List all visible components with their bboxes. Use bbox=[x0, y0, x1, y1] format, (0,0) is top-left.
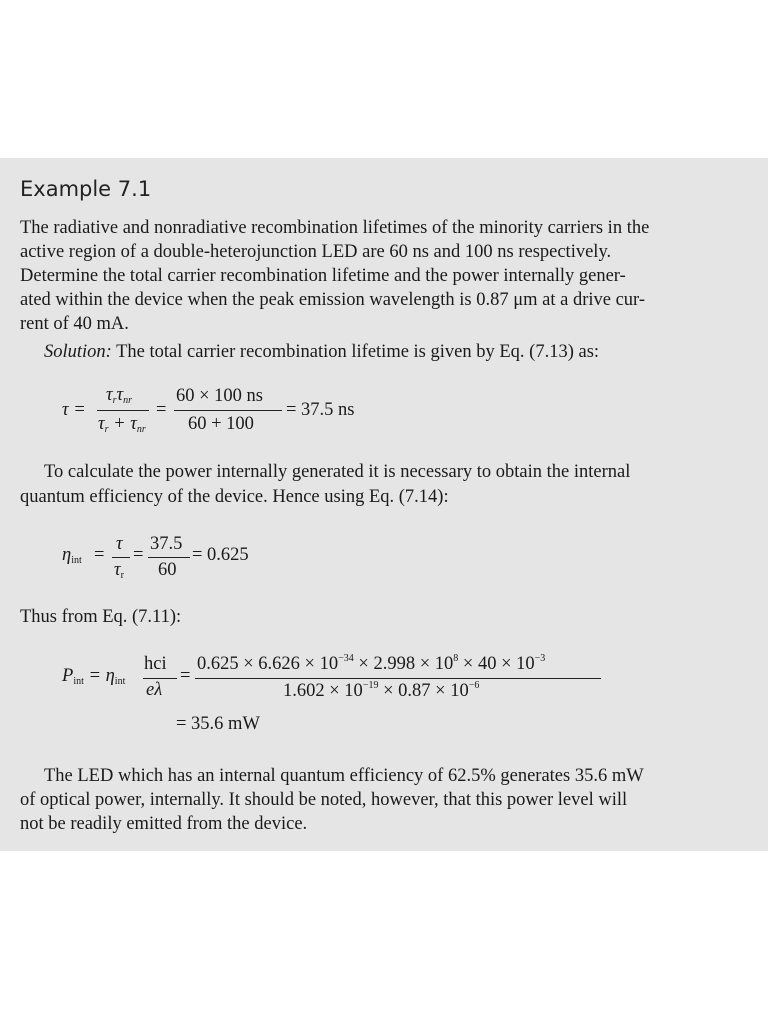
problem-line-3: Determine the total carrier recombination lifetime and the power internally gener- bbox=[20, 266, 626, 286]
eq3-frac1-bar bbox=[143, 678, 177, 679]
eq2-equals-2: = bbox=[133, 545, 144, 565]
problem-line-1: The radiative and nonradiative recombination lifetimes of the minority carriers in the bbox=[20, 218, 650, 238]
eq3-big-denominator: $1.602 \times 10^{-19} \times 0.87 \times 10^{-6}$ bbox=[283, 680, 480, 701]
problem-line-4: ated within the device when the peak emission wavelength is 0.87 μm at a drive cur- bbox=[20, 290, 645, 310]
eq1-frac2-bar bbox=[174, 410, 282, 411]
eq1-result: = 37.5 ns bbox=[286, 400, 355, 420]
eq3-big-bar bbox=[195, 678, 601, 679]
eq1-frac1-denominator: τr + τnr bbox=[98, 414, 146, 435]
eq3-lhs: Pint = ηint bbox=[62, 666, 126, 687]
eq2-equals-1: = bbox=[94, 545, 105, 565]
eq1-lhs: τ = bbox=[62, 400, 86, 420]
eq3-big-numerator: $0.625 \times 6.626 \times 10^{-34} \times 2.998 \times 10^8 \times 40 \times 10^{-3}$ bbox=[197, 653, 546, 674]
conclusion-line-3: not be readily emitted from the device. bbox=[20, 814, 308, 834]
eq3-frac1-denominator: eλ bbox=[146, 680, 163, 700]
eq3-frac1-numerator: hci bbox=[144, 654, 167, 674]
eq2-frac1-numerator: τ bbox=[116, 534, 123, 554]
solution-text: The total carrier recombination lifetime is given by Eq. (7.13) as: bbox=[111, 342, 600, 362]
problem-line-2: active region of a double-heterojunction LED are 60 ns and 100 ns respectively. bbox=[20, 242, 612, 262]
eq2-lhs: ηint bbox=[62, 545, 82, 566]
eq1-equals: = bbox=[156, 400, 167, 420]
solution-label: Solution: bbox=[44, 342, 112, 362]
eq1-frac1-bar bbox=[97, 410, 149, 411]
para2-line-1: To calculate the power internally generated it is necessary to obtain the internal bbox=[44, 462, 631, 482]
eq2-frac2-bar bbox=[148, 557, 190, 558]
eq2-frac2-numerator: 37.5 bbox=[150, 534, 183, 554]
eq1-frac2-denominator: 60 + 100 bbox=[188, 414, 254, 434]
eq1-frac1-numerator: τrτnr bbox=[106, 385, 133, 406]
eq3-equals: = bbox=[180, 666, 191, 686]
eq1-frac2-numerator: 60 × 100 ns bbox=[176, 386, 264, 406]
eq2-frac1-denominator: τr bbox=[114, 560, 124, 581]
eq2-frac2-denominator: 60 bbox=[158, 560, 177, 580]
example-title: Example 7.1 bbox=[20, 177, 152, 201]
conclusion-line-2: of optical power, internally. It should be noted, however, that this power level will bbox=[20, 790, 628, 810]
eq3-result: = 35.6 mW bbox=[176, 714, 260, 734]
para2-line-2: quantum efficiency of the device. Hence using Eq. (7.14): bbox=[20, 487, 449, 507]
eq2-result: = 0.625 bbox=[192, 545, 249, 565]
para3: Thus from Eq. (7.11): bbox=[20, 607, 182, 627]
problem-line-5: rent of 40 mA. bbox=[20, 314, 129, 334]
conclusion-line-1: The LED which has an internal quantum efficiency of 62.5% generates 35.6 mW bbox=[44, 766, 644, 786]
solution-line bbox=[44, 341, 766, 365]
eq2-frac1-bar bbox=[112, 557, 130, 558]
